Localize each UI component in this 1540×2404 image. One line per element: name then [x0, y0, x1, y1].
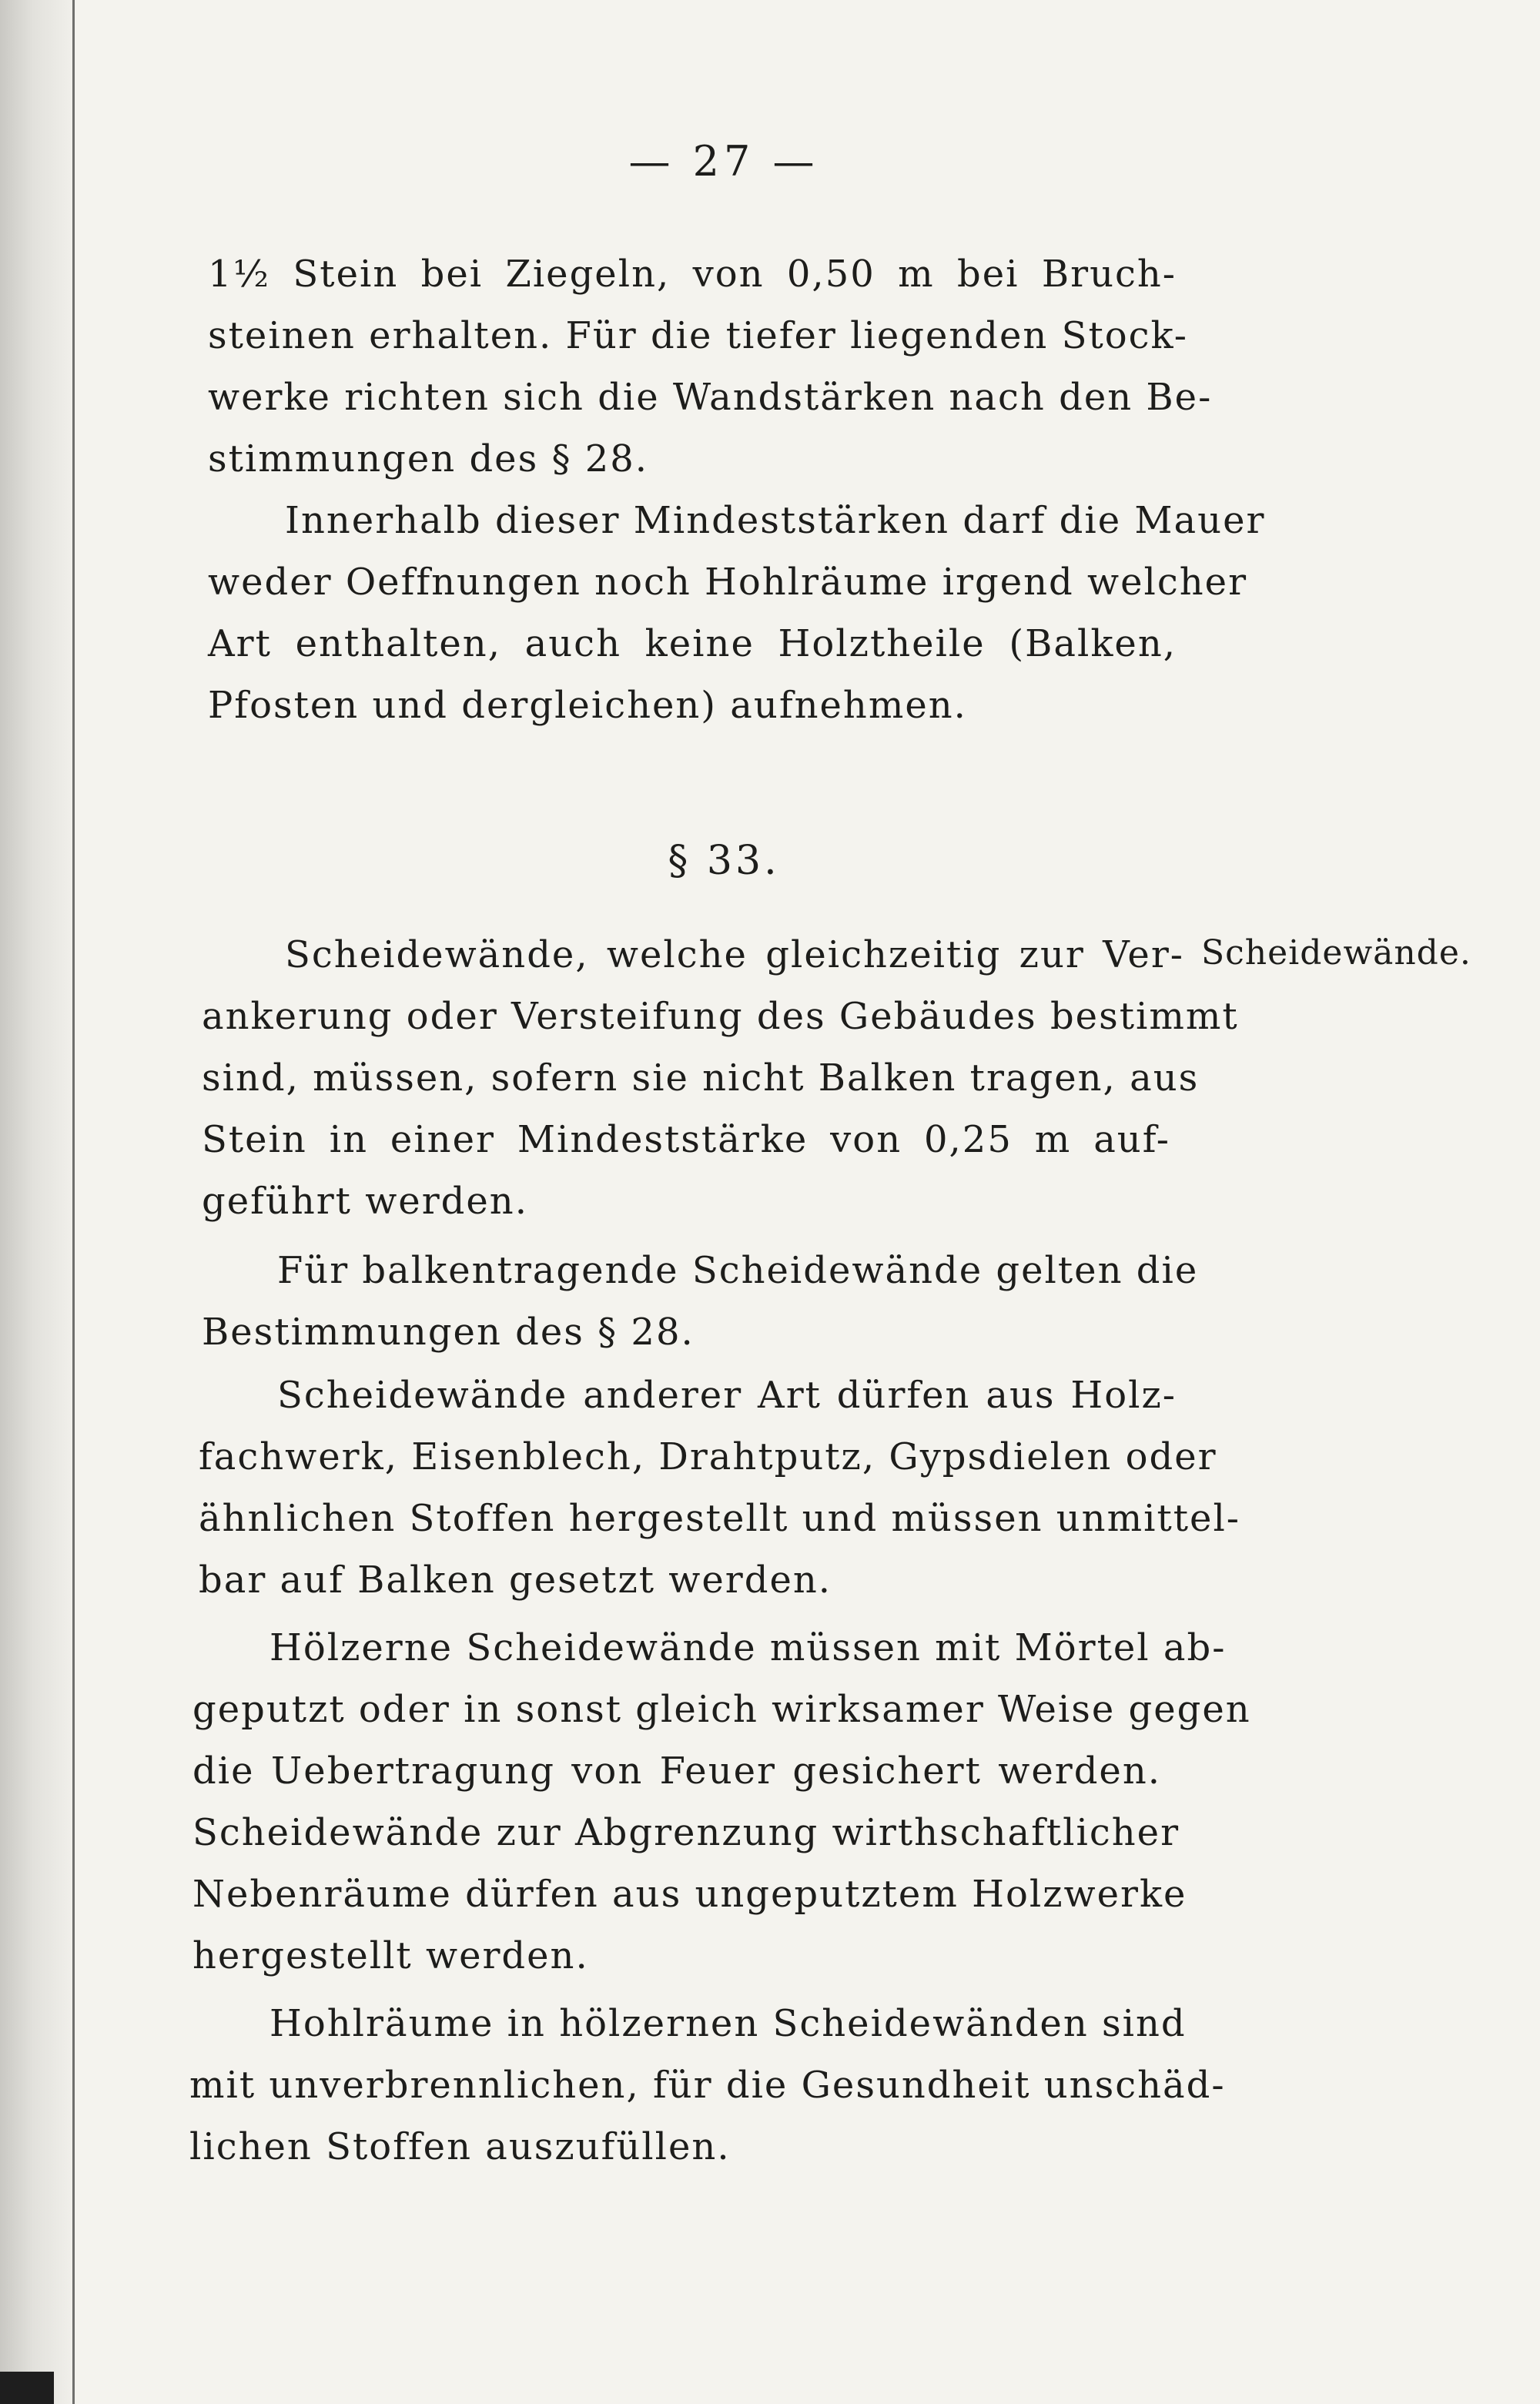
- text-line: Innerhalb dieser Mindeststärken darf die Mauer: [285, 499, 1266, 542]
- text-line: steinen erhalten. Für die tiefer liegenden Stock-: [208, 314, 1188, 357]
- page-number: — 27 —: [628, 137, 819, 186]
- text-line: bar auf Balken gesetzt werden.: [199, 1559, 832, 1602]
- text-line: Art enthalten, auch keine Holztheile (Balken,: [208, 622, 1177, 665]
- section-heading: § 33.: [668, 838, 780, 884]
- marginal-note: Scheidewände.: [1201, 933, 1471, 973]
- text-line: geführt werden.: [202, 1180, 528, 1223]
- text-line: die Uebertragung von Feuer gesichert werden.: [192, 1749, 1161, 1793]
- binding-edge: [72, 0, 75, 2404]
- text-line: Scheidewände, welche gleichzeitig zur Ver-: [285, 933, 1184, 976]
- text-line: Hölzerne Scheidewände müssen mit Mörtel ab-: [270, 1626, 1227, 1669]
- text-line: Scheidewände zur Abgrenzung wirthschaftlicher: [192, 1811, 1180, 1854]
- text-line: Hohlräume in hölzernen Scheidewänden sind: [270, 2002, 1187, 2045]
- scan-edge: [0, 2372, 54, 2404]
- text-line: Scheidewände anderer Art dürfen aus Holz-: [277, 1374, 1177, 1417]
- text-line: mit unverbrennlichen, für die Gesundheit unschäd-: [189, 2064, 1226, 2107]
- text-line: Bestimmungen des § 28.: [202, 1311, 695, 1354]
- text-line: weder Oeffnungen noch Hohlräume irgend welcher: [208, 561, 1248, 604]
- text-line: Pfosten und dergleichen) aufnehmen.: [208, 684, 967, 727]
- text-line: stimmungen des § 28.: [208, 437, 649, 480]
- text-line: fachwerk, Eisenblech, Drahtputz, Gypsdielen oder: [199, 1435, 1217, 1478]
- text-line: hergestellt werden.: [192, 1934, 589, 1977]
- text-line: lichen Stoffen auszufüllen.: [189, 2125, 731, 2168]
- text-line: sind, müssen, sofern sie nicht Balken tragen, aus: [202, 1056, 1200, 1100]
- text-line: ankerung oder Versteifung des Gebäudes bestimmt: [202, 995, 1239, 1038]
- text-line: geputzt oder in sonst gleich wirksamer Weise gegen: [192, 1688, 1251, 1731]
- text-line: ähnlichen Stoffen hergestellt und müssen unmittel-: [199, 1497, 1241, 1540]
- text-line: Stein in einer Mindeststärke von 0,25 m auf-: [202, 1118, 1170, 1161]
- page-gutter: [0, 0, 74, 2404]
- text-line: 1½ Stein bei Ziegeln, von 0,50 m bei Bruch-: [208, 253, 1177, 296]
- text-line: Nebenräume dürfen aus ungeputztem Holzwerke: [192, 1873, 1187, 1916]
- text-line: werke richten sich die Wandstärken nach den Be-: [208, 376, 1213, 419]
- text-line: Für balkentragende Scheidewände gelten die: [277, 1249, 1199, 1292]
